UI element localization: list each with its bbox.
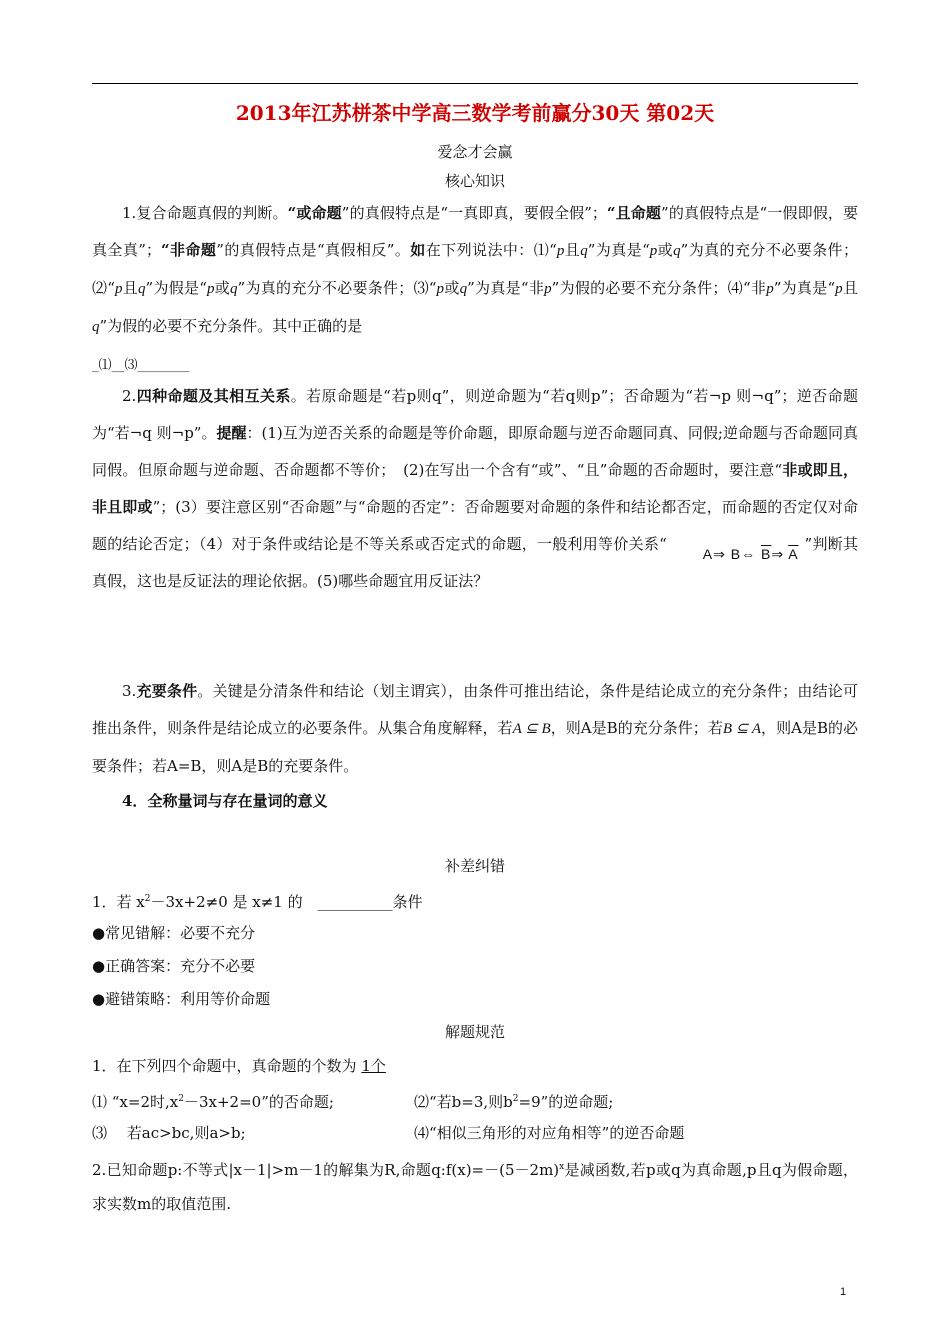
answer-blank: __________ xyxy=(317,893,393,911)
standard-question-2: 2.已知命题p:不等式|x－1|>m－1的解集为R,命题$q:f(x)=-(5-2m)^x$是减函数,若p或q为真命题,p且q为假命题，求实数m的取值范围. xyxy=(92,1161,859,1213)
option-2: ⑵“若b=3,则$b^2=9$”的逆命题; xyxy=(414,1093,614,1111)
item-1-answer: _⑴__⑶________ xyxy=(92,358,190,373)
equivalence-formula: A⇒ B⇔ $\overline{B}\Rightarrow$ $\overline{A}$ xyxy=(702,546,799,562)
subset-formula-a-b: A ⊆ B xyxy=(512,721,551,737)
top-rule xyxy=(92,83,858,84)
option-row-2 xyxy=(92,1122,858,1144)
core-knowledge-heading: 核心知识 xyxy=(444,172,505,190)
subtitle: 爱念才会赢 xyxy=(437,143,513,161)
item-3-num: 3. xyxy=(122,682,137,700)
item-2: 2.四种命题及其相互关系。若原命题是“若p则q”，则逆命题为“若q则p”；否命题为“若¬p 则¬q”；逆否命题为“若¬q 则¬p”。提醒：(1)互为逆否关系的命题是等价命题，即原命题与逆否命题同真、同假;逆命题与否命题同真同假。但原命题与逆命题、否命题都不等价； (2)在写出一个含有“或”、“且”命题的否命题时，要注意“非或即且，非且即或”；(3）要注意区别“否命题”与“命题的否定”：否命题要对命题的条件和结论都否定，而命题的否定仅对命题的结论否定；（4）对于条件或结论是不等关系或否定式的命题，一般利用等价关系“A⇒ B⇔ $\overline{B}\Rightarrow$ $\overline{A}$”判断其真假，这也是反证法的理论依据。(5)哪些命题宜用反证法？ xyxy=(92,387,858,590)
option-4: ⑷“相似三角形的对应角相等”的逆否命题 xyxy=(414,1124,685,1142)
option-3: ⑶ 若ac>bc,则a>b; xyxy=(92,1124,246,1142)
item-4-num: 4． xyxy=(122,792,148,810)
error-question: 1．若 $x^2-3x+2\ne 0$ 是 x≠1 的 __________条件 xyxy=(92,893,423,911)
page-number: 1 xyxy=(840,1286,847,1298)
error-correction-heading: 补差纠错 xyxy=(444,857,505,875)
solution-standard-heading: 解题规范 xyxy=(444,1023,505,1041)
standard-question-1: 1．在下列四个命题中，真命题的个数为 1个 xyxy=(92,1057,386,1075)
item-3: 3.充要条件。关键是分清条件和结论（划主谓宾），由条件可推出结论，条件是结论成立的充分条件；由结论可推出条件，则条件是结论成立的必要条件。从集合角度解释，若A ⊆ B，则A是B的充分条件；若B ⊆ A，则A是B的必要条件；若A=B，则A是B的充要条件。 xyxy=(92,682,859,775)
option-1: ⑴ “x=2时$,x^2-3x+2=0$”的否命题; xyxy=(92,1093,334,1111)
page-title: 2013年江苏栟茶中学高三数学考前赢分30天 第02天 xyxy=(235,101,715,125)
item-4: 4．全称量词与存在量词的意义 xyxy=(122,792,328,810)
item-1-num: 1. xyxy=(122,204,137,222)
item-2-num: 2. xyxy=(122,387,137,405)
question-1-answer: 1个 xyxy=(361,1057,386,1075)
avoid-strategy-bullet: ●避错策略：利用等价命题 xyxy=(92,990,271,1008)
option-row-1 xyxy=(92,1088,858,1113)
subset-formula-b-a: B ⊆ A xyxy=(722,721,762,737)
item-1: 1.复合命题真假的判断。“或命题”的真假特点是“一真即真，要假全假”；“且命题”的真假特点是“一假即假，要真全真”；“非命题”的真假特点是“真假相反”。如在下列说法中：⑴“p且q”为真是“p或q”为真的充分不必要条件；⑵“p且q”为假是“p或q”为真的充分不必要条件；⑶“p或q”为真是“非p”为假的必要不充分条件；⑷“非p”为真是“p且q”为假的必要不充分条件。其中正确的是 _⑴__⑶________ xyxy=(92,204,858,373)
common-mistake-bullet: ●常见错解：必要不充分 xyxy=(92,924,256,942)
correct-answer-bullet: ●正确答案：充分不必要 xyxy=(92,957,256,975)
